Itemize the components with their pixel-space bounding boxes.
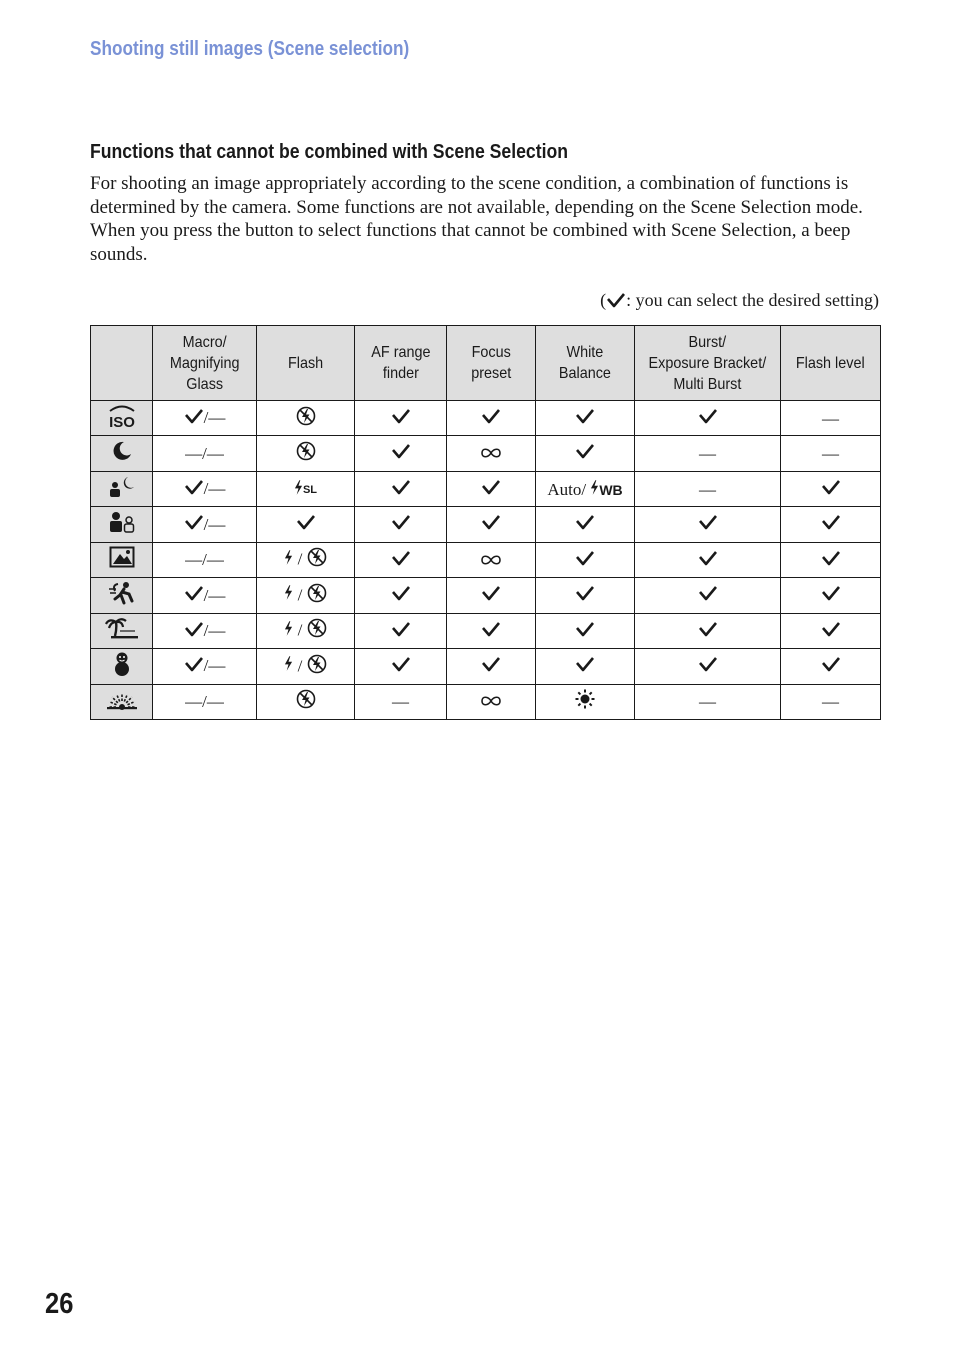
table-cell [781,578,881,613]
table-cell [635,471,781,506]
column-header [635,326,781,401]
snow-icon [110,651,134,682]
table-cell [781,436,881,471]
table-cell [153,436,257,471]
scene-cell [91,507,153,542]
dash-symbol: — [208,585,226,605]
check-icon [184,656,204,677]
dash-symbol: — [206,444,224,464]
section-header: Shooting still images (Scene selection) [90,38,410,60]
slow-sync-label: SL [302,483,318,496]
table-cell [635,684,781,720]
slash-symbol: / [293,620,307,640]
scene-cell [91,542,153,577]
column-header-label: Flash level [796,354,865,372]
check-icon [575,550,595,571]
infinity-icon [479,444,503,464]
flash-off-icon [296,406,316,431]
table-cell [536,401,635,436]
column-header-label: Flash [287,354,324,372]
table-cell [447,578,536,613]
check-icon [481,656,501,677]
table-cell [536,542,635,577]
dash-symbol: — [208,656,226,676]
table-cell [635,401,781,436]
check-icon [391,408,411,429]
column-header-label: AF range finder [370,344,431,382]
table-cell [781,649,881,684]
table-cell [635,649,781,684]
column-header [447,326,536,401]
table-cell [447,436,536,471]
check-icon [821,585,841,606]
table-cell [447,684,536,720]
table-cell [257,542,355,577]
table-cell [257,401,355,436]
column-header-label: Focus preset [470,344,512,382]
check-icon [698,621,718,642]
scene-cell [91,649,153,684]
check-icon [575,443,595,464]
flash-wb-icon [590,480,599,500]
dash-symbol: — [822,444,839,464]
table-cell [635,436,781,471]
flash-off-icon [296,689,316,714]
table-cell [536,436,635,471]
table-cell [355,613,447,648]
check-icon [821,479,841,500]
table-cell [447,471,536,506]
table-row [91,401,881,436]
legend-open-paren: ( [600,290,607,310]
table-cell [355,578,447,613]
scene-cell [91,471,153,506]
table-cell [536,471,635,506]
check-icon [296,514,316,535]
table-cell [536,613,635,648]
flash-off-icon [296,441,316,466]
check-icon [575,514,595,535]
high-sensitivity-iso-icon [107,403,137,434]
check-icon [481,514,501,535]
table-cell [153,471,257,506]
check-icon [391,479,411,500]
check-icon [698,408,718,429]
fast-shutter-icon [107,581,137,610]
twilight-portrait-icon [107,475,137,504]
slash-symbol: / [202,550,207,570]
check-icon [184,479,204,500]
dash-symbol: — [699,444,716,464]
table-cell [355,507,447,542]
table-cell [781,684,881,720]
flash-slow-sync-icon [294,480,303,500]
table-row [91,684,881,720]
flash-off-icon [307,547,327,572]
table-cell [635,507,781,542]
dash-symbol: — [699,692,716,712]
intro-paragraph: For shooting an image appropriately according to the scene condition, a combination of functions is determined by the camera. Some functions are not available, depending on the Scene Selection mode. When you press the button to select functions that cannot be combined with Scene Selection, a beep sounds. [90,173,863,265]
table-cell [781,542,881,577]
slash-symbol: / [293,549,307,569]
table-row [91,542,881,577]
scene-function-table [90,325,881,720]
table-cell [781,613,881,648]
column-header-label: White Balance [558,344,612,382]
table-cell [447,542,536,577]
table-cell [536,578,635,613]
check-icon [698,550,718,571]
dash-symbol: — [699,479,716,499]
auto-label: Auto/ [547,479,591,499]
table-cell [781,401,881,436]
column-header [536,326,635,401]
flash-off-icon [307,654,327,679]
scene-cell [91,613,153,648]
beach-icon [105,616,139,645]
table-cell [447,649,536,684]
table-cell [153,507,257,542]
check-icon [821,550,841,571]
check-icon [184,408,204,429]
table-cell [355,436,447,471]
slash-symbol: / [293,585,307,605]
column-header [153,326,257,401]
dash-symbol: — [206,692,224,712]
table-cell [257,436,355,471]
check-icon [575,621,595,642]
infinity-icon [479,551,503,571]
flash-off-icon [307,618,327,643]
dash-symbol: — [185,692,203,712]
wb-label: WB [599,481,623,498]
table-cell [153,578,257,613]
check-icon [391,550,411,571]
dash-symbol: — [208,621,226,641]
check-icon [391,585,411,606]
check-legend [600,290,879,311]
table-cell [153,542,257,577]
check-icon [821,514,841,535]
table-cell [635,578,781,613]
scene-cell [91,436,153,471]
table-row [91,613,881,648]
table-row [91,471,881,506]
table-row [91,578,881,613]
check-icon [698,514,718,535]
table-cell [536,507,635,542]
table-cell [635,613,781,648]
table-cell [355,684,447,720]
dash-symbol: — [208,479,226,499]
scene-cell [91,684,153,720]
table-cell [355,649,447,684]
slash-symbol: / [203,479,209,499]
dash-symbol: — [206,550,224,570]
check-icon [821,656,841,677]
column-header [355,326,447,401]
table-cell [536,649,635,684]
slash-symbol: / [202,444,207,464]
section-heading: Functions that cannot be combined with Scene Selection [90,140,569,163]
table-cell [355,542,447,577]
slash-symbol: / [203,621,209,641]
column-header [257,326,355,401]
check-icon [481,621,501,642]
fireworks-icon [105,687,139,716]
table-cell [355,401,447,436]
table-cell [447,401,536,436]
table-cell [153,401,257,436]
header-scene-column [91,326,153,401]
slash-symbol: / [203,408,209,428]
dash-symbol: — [185,550,203,570]
table-row [91,436,881,471]
dash-symbol: — [208,408,226,428]
table-cell [447,613,536,648]
table-cell [257,507,355,542]
svg-text:ISO: ISO [108,413,135,429]
dash-symbol: — [208,514,226,534]
table-cell [257,471,355,506]
legend-text: : you can select the desired setting) [626,290,879,310]
check-icon [575,656,595,677]
check-icon [481,585,501,606]
check-icon [606,292,626,308]
slash-symbol: / [203,514,209,534]
slash-symbol: / [203,656,209,676]
page-number: 26 [45,1288,74,1320]
check-icon [481,408,501,429]
table-cell [781,507,881,542]
column-header-label: Burst/ Exposure Bracket/ Multi Burst [648,333,767,393]
scene-cell [91,401,153,436]
dash-symbol: — [822,408,839,428]
check-icon [184,621,204,642]
slash-symbol: / [293,656,307,676]
table-cell [355,471,447,506]
check-icon [698,585,718,606]
infinity-icon [479,692,503,712]
check-icon [821,621,841,642]
table-cell [635,542,781,577]
check-icon [481,479,501,500]
daylight-wb-icon [575,689,595,714]
slash-symbol: / [202,692,207,712]
table-cell [153,613,257,648]
table-cell [447,507,536,542]
table-row [91,649,881,684]
column-header-label: Macro/ Magnifying Glass [169,333,240,393]
table-cell [257,613,355,648]
check-icon [184,585,204,606]
scene-cell [91,578,153,613]
dash-symbol: — [185,444,203,464]
twilight-icon [110,439,134,468]
table-cell [257,578,355,613]
check-icon [184,514,204,535]
table-cell [536,684,635,720]
table-cell [781,471,881,506]
check-icon [575,585,595,606]
check-icon [391,443,411,464]
slash-symbol: / [203,585,209,605]
column-header [781,326,881,401]
check-icon [698,656,718,677]
table-cell [257,649,355,684]
table-row [91,507,881,542]
check-icon [391,656,411,677]
table-cell [153,684,257,720]
check-icon [391,514,411,535]
table-cell [153,649,257,684]
table-header-row [91,326,881,401]
dash-symbol: — [822,692,839,712]
dash-symbol: — [392,692,409,712]
check-icon [391,621,411,642]
check-icon [575,408,595,429]
soft-snap-icon [107,510,137,539]
table-cell [257,684,355,720]
landscape-icon [109,546,135,573]
flash-off-icon [307,583,327,608]
